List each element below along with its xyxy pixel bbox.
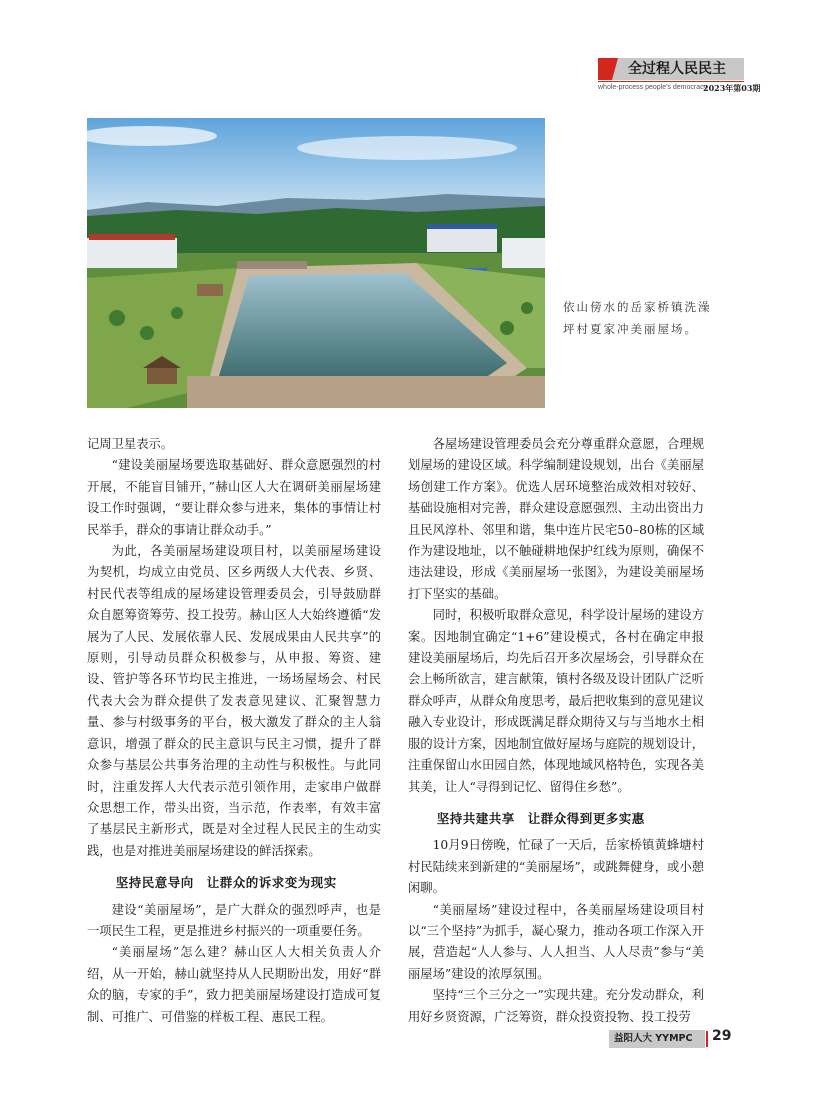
header-subtitle: whole-process people's democracy (598, 84, 708, 91)
publication-name: 益阳人大 YYMPC (614, 1033, 693, 1044)
page-number: 29 (712, 1028, 732, 1044)
paragraph: 为此，各美丽屋场建设项目村，以美丽屋场建设为契机，均成立由党员、区乡两级人大代表、乡贤、村民代表等组成的屋场建设管理委员会，引导鼓励群众自愿筹资筹劳、投工投劳。赫山区人大始终遵循“发展为了人民、发展依靠人民、发展成果由人民共享”的原则，引导动员群众积极参与，从申报、筹资、建设、管护等各环节均民主推进，一场场屋场会、村民代表大会为群众提供了发表意见建议、汇聚智慧力量、参与村级事务的平台，极大激发了群众的主人翁意识，增强了群众的民主意识与民主习惯，提升了群众参与基层公共事务治理的主动性与积极性。与此同时，注重发挥人大代表示范引领作用，走家串户做群众思想工作，带头出资，当示范，作表率，有效丰富了基层民主新形式，既是对全过程人民民主的生动实践，也是对推进美丽屋场建设的鲜活探索。 (87, 544, 381, 858)
footer-separator (706, 1031, 708, 1047)
section-heading: 坚持共建共享 让群众得到更多实惠 (436, 810, 645, 826)
section-heading: 坚持民意导向 让群众的诉求变为现实 (115, 875, 337, 891)
article-left-column (87, 434, 381, 1028)
paragraph: “美丽屋场”建设过程中，各美丽屋场建设项目村以“三个坚持”为抓手，凝心聚力，推动各项工作深入开展，营造起“人人参与、人人担当、人人尽责”参与“美丽屋场”建设的浓厚氛围。 (408, 902, 704, 981)
issue-label: 2023年第03期 (703, 83, 761, 93)
header-rule (598, 81, 744, 82)
paragraph: “美丽屋场”怎么建？赫山区人大相关负责人介绍，从一开始，赫山就坚持从人民期盼出发，用好“群众的脑，专家的手”，致力把美丽屋场建设打造成可复制、可推广、可借鉴的样板工程、惠民工程。 (87, 945, 381, 1024)
paragraph: 10月9日傍晚，忙碌了一天后，岳家桥镇黄蜂塘村村民陆续来到新建的“美丽屋场”，或跳舞健身，或小憩闲聊。 (408, 838, 704, 896)
paragraph: 同时，积极听取群众意见，科学设计屋场的建设方案。因地制宜确定“1+6”建设模式，各村在确定申报建设美丽屋场后，均先后召开多次屋场会，引导群众在会上畅所欲言，建言献策，镇村各级及设计团队广泛听群众呼声，从群众角度思考，最后把收集到的意见建议融入专业设计，形成既满足群众期待又与与当地水土相服的设计方案，因地制宜做好屋场与庭院的规划设计，注重保留山水田园自然，体现地域风格特色，实现各美其美，让人“寻得到记忆、留得住乡愁”。 (408, 608, 704, 794)
paragraph: 记周卫星表示。 (87, 437, 174, 451)
village-photo (87, 118, 545, 408)
village-photo-illustration (87, 118, 545, 408)
paragraph: 建设“美丽屋场”，是广大群众的强烈呼声，也是一项民生工程，更是推进乡村振兴的一项重要任务。 (87, 902, 381, 938)
paragraph: “建设美丽屋场要选取基础好、群众意愿强烈的村开展，不能盲目铺开，”赫山区人大在调研美丽屋场建设工作时强调，“要让群众参与进来，集体的事情让村民举手，群众的事请让群众动手。” (87, 458, 381, 537)
photo-caption: 依山傍水的岳家桥镇洗澡坪村夏家冲美丽屋场。 (563, 300, 712, 336)
paragraph: 各屋场建设管理委员会充分尊重群众意愿，合理规划屋场的建设区域。科学编制建设规划，出台《美丽屋场创建工作方案》。优选人居环境整治成效相对较好、基础设施相对完善，群众建设意愿强烈、主动出资出力且民风淳朴、邻里和谐，集中连片民宅50–80栋的区域作为建设地址，以不触碰耕地保护红线为原则，确保不违法建设，形成《美丽屋场一张图》，为建设美丽屋场打下坚实的基础。 (408, 437, 704, 601)
section-title: 全过程人民民主 (628, 61, 726, 77)
article-right-column (408, 434, 704, 1028)
paragraph: 坚持“三个三分之一”实现共建。充分发动群众，利用好乡贤资源，广泛筹资，群众投资投物、投工投劳 (408, 988, 704, 1024)
